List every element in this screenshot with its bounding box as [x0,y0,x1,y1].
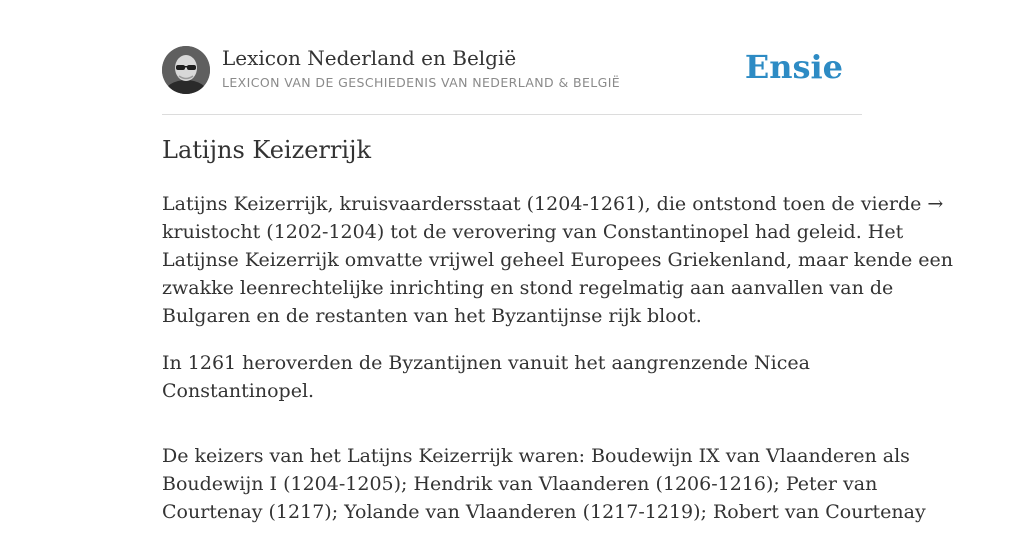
article-paragraph-1 [162,190,953,330]
paragraph-line: Latijnse Keizerrijk omvatte vrijwel geheel Europees Griekenland, maar kende een [162,249,953,271]
paragraph-line: kruistocht (1202-1204) tot de verovering van Constantinopel had geleid. Het [162,221,904,243]
article-body [162,190,953,545]
source-name[interactable]: Lexicon Nederland en België [222,46,517,70]
source-subtitle: LEXICON VAN DE GESCHIEDENIS VAN NEDERLAND & BELGIË [222,75,621,90]
paragraph-line: Bulgaren en de restanten van het Byzantijnse rijk bloot. [162,305,702,327]
paragraph-line: zwakke leenrechtelijke inrichting en stond regelmatig aan aanvallen van de [162,277,894,299]
brand-logo[interactable]: Ensie [744,48,843,86]
paragraph-line: Latijns Keizerrijk, kruisvaardersstaat (1204-1261), die ontstond toen de vierde → [162,193,944,215]
article-title: Latijns Keizerrijk [162,136,372,164]
source-header [162,46,862,115]
paragraph-line: In 1261 heroverden de Byzantijnen vanuit het aangrenzende Nicea [162,352,810,374]
paragraph-line: Boudewijn I (1204-1205); Hendrik van Vlaanderen (1206-1216); Peter van [162,473,878,495]
paragraph-line: De keizers van het Latijns Keizerrijk waren: Boudewijn IX van Vlaanderen als [162,445,910,467]
article-paragraph-3 [162,442,926,526]
paragraph-line: Courtenay (1217); Yolande van Vlaanderen (1217-1219); Robert van Courtenay [162,501,926,523]
paragraph-line: Constantinopel. [162,380,315,402]
article-paragraph-2 [162,349,862,405]
person-portrait-icon[interactable] [162,46,210,94]
